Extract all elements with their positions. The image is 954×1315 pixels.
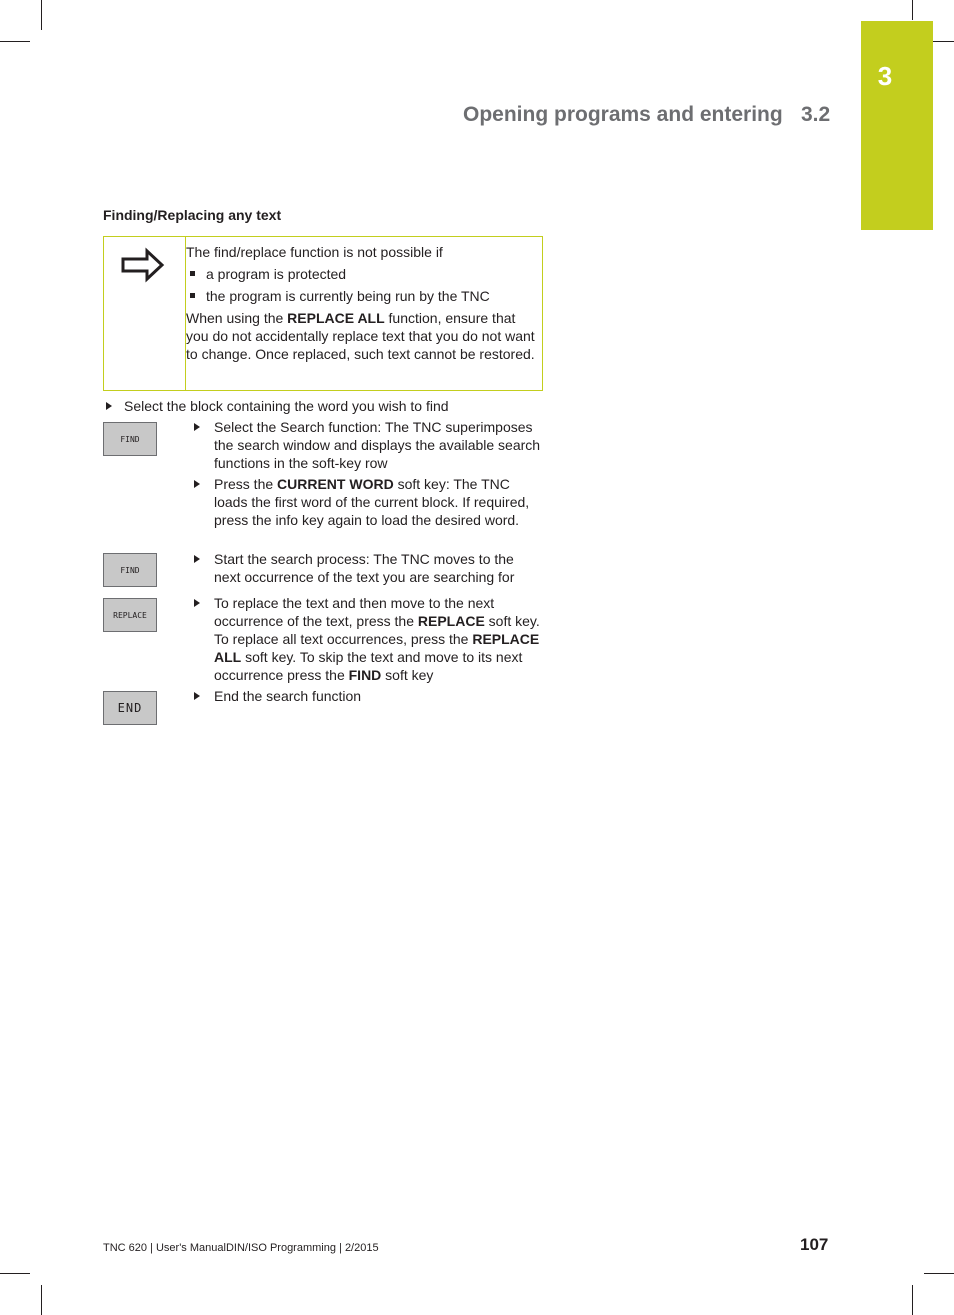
note-warning (186, 309, 538, 363)
step-text: End the search function (214, 688, 362, 704)
step-text: Select the Search function: The TNC superimposes the search window and displays the available search functions in the soft-key row (214, 419, 541, 471)
softkey-label: END (117, 701, 143, 715)
triangle-bullet-icon (194, 555, 200, 563)
crop-mark (0, 41, 30, 42)
crop-mark (912, 1285, 913, 1315)
step-replace (194, 594, 544, 684)
chapter-number: 3 (877, 61, 893, 91)
step-start-search (194, 550, 544, 586)
step-text-part: Press the (214, 476, 278, 492)
step-text-part: soft key (381, 667, 434, 683)
running-header-section: 3.2 (801, 103, 831, 126)
list-item (186, 287, 538, 305)
triangle-bullet-icon (106, 402, 112, 410)
replace-softkey[interactable] (103, 598, 157, 632)
note-bullet-list (186, 265, 538, 305)
note-icon-column (104, 237, 186, 390)
crop-mark (41, 1285, 42, 1315)
step-select-search (194, 418, 544, 472)
crop-mark (0, 1273, 30, 1274)
step-text-part: To replace the text and then move to the next occurrence of the text, press the (214, 595, 495, 629)
step-keyword: REPLACE (417, 613, 485, 629)
warning-keyword: REPLACE ALL (287, 310, 385, 326)
step-keyword: REPLACE ALL (214, 631, 540, 665)
bullet-text: the program is currently being run by the TNC (206, 288, 490, 304)
section-heading: Finding/Replacing any text (103, 207, 282, 223)
step-current-word (194, 475, 544, 529)
find-softkey[interactable] (103, 553, 157, 587)
triangle-bullet-icon (194, 480, 200, 488)
find-softkey[interactable] (103, 422, 157, 456)
crop-mark (41, 0, 42, 30)
running-header-title: Opening programs and entering (463, 103, 783, 126)
step-text: Select the block containing the word you wish to find (124, 398, 449, 414)
step-text: Start the search process: The TNC moves to the next occurrence of the text you are searching for (214, 551, 515, 585)
softkey-label: REPLACE (113, 610, 147, 620)
arrow-right-icon (120, 246, 166, 284)
note-intro: The find/replace function is not possible if (186, 244, 443, 260)
warning-text: function, ensure that you do not accidentally replace text that you do not want to change. Once replaced, such text cannot be restored. (186, 310, 535, 362)
step-text-part: soft key. To skip the text and move to its next occurrence press the (214, 649, 523, 683)
triangle-bullet-icon (194, 692, 200, 700)
square-bullet-icon (190, 271, 195, 276)
softkey-label: FIND (120, 565, 140, 575)
step-text (194, 475, 544, 529)
page-number: 107 (800, 1235, 829, 1254)
chapter-tab (861, 21, 933, 230)
step-text-part: soft key: The TNC loads the first word of the current block. If required, press the info key again to load the desired word. (214, 476, 530, 528)
note-box (103, 236, 543, 391)
bullet-text: a program is protected (206, 266, 347, 282)
triangle-bullet-icon (194, 599, 200, 607)
end-softkey[interactable] (103, 691, 157, 725)
footer-text: TNC 620 | User's ManualDIN/ISO Programming | 2/2015 (103, 1242, 379, 1254)
step-text (194, 594, 544, 684)
warning-text: When using the (186, 310, 288, 326)
crop-mark (924, 1273, 954, 1274)
step-text-part: soft key. To replace all text occurrences, press the (214, 613, 540, 647)
list-item (186, 265, 538, 283)
step-end-search (194, 687, 544, 705)
step-select-block (106, 397, 546, 415)
crop-mark (912, 0, 913, 20)
step-keyword: CURRENT WORD (277, 476, 394, 492)
softkey-label: FIND (120, 434, 140, 444)
square-bullet-icon (190, 293, 195, 298)
step-keyword: FIND (348, 667, 382, 683)
note-text (186, 243, 538, 363)
triangle-bullet-icon (194, 423, 200, 431)
